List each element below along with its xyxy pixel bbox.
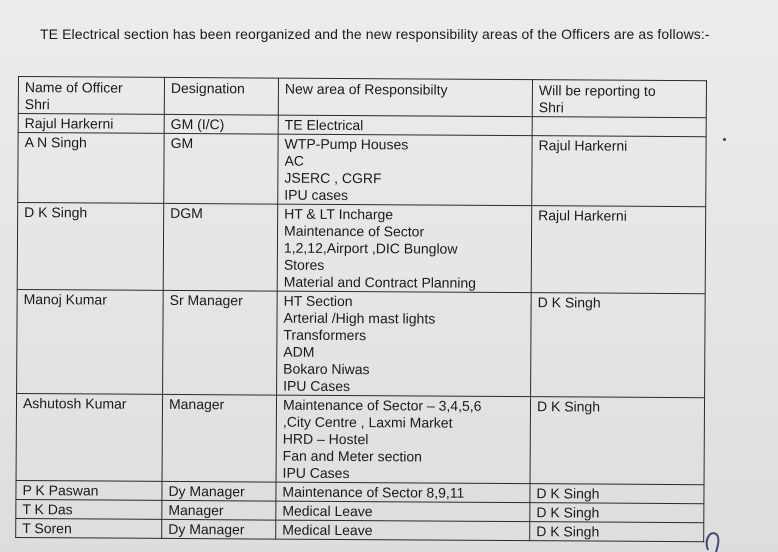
officer-designation: Dy Manager bbox=[162, 481, 276, 501]
header-designation: Designation bbox=[164, 77, 278, 115]
officer-name: T Soren bbox=[16, 518, 162, 538]
responsibility-line: Medical Leave bbox=[282, 502, 373, 520]
responsibility-line: Maintenance of Sector – 3,4,5,6 bbox=[282, 396, 482, 414]
table-row bbox=[18, 133, 706, 207]
responsibility-area bbox=[276, 520, 530, 541]
header-area: New area of Responsibilty bbox=[278, 78, 532, 117]
officer-designation: GM bbox=[164, 133, 278, 204]
ink-dot bbox=[723, 138, 726, 141]
officer-name: Manoj Kumar bbox=[17, 289, 164, 394]
responsibility-line: HT Section bbox=[283, 292, 353, 310]
reports-to: D K Singh bbox=[530, 484, 704, 504]
responsibility-line: Medical Leave bbox=[282, 521, 373, 539]
responsibility-area bbox=[278, 115, 532, 136]
responsibility-table bbox=[15, 76, 707, 542]
header-reporting: Will be reporting to Shri bbox=[532, 80, 706, 118]
responsibility-line: Material and Contract Planning bbox=[283, 273, 477, 291]
intro-text: TE Electrical section has been reorganized and the new responsibility areas of the Officers are as follows:- bbox=[40, 26, 710, 42]
officer-designation: GM (I/C) bbox=[164, 114, 278, 134]
responsibility-line: ,City Centre , Laxmi Market bbox=[282, 413, 453, 431]
officer-name: A N Singh bbox=[18, 133, 164, 204]
table-row bbox=[16, 518, 704, 541]
responsibility-line: Maintenance of Sector 8,9,11 bbox=[282, 483, 465, 501]
responsibility-line: IPU Cases bbox=[282, 464, 350, 482]
responsibility-area bbox=[276, 501, 530, 522]
responsibility-line: IPU cases bbox=[284, 186, 349, 204]
reports-to bbox=[532, 117, 706, 137]
officer-designation: Dy Manager bbox=[162, 519, 276, 539]
responsibility-line: Fan and Meter section bbox=[282, 447, 423, 465]
responsibility-area bbox=[278, 134, 532, 206]
responsibility-line: JSERC , CGRF bbox=[284, 169, 382, 187]
table-row bbox=[16, 393, 705, 484]
officer-designation: Manager bbox=[162, 394, 277, 482]
responsibility-line: ADM bbox=[283, 343, 315, 360]
reports-to: D K Singh bbox=[531, 293, 706, 398]
reports-to: Rajul Harkerni bbox=[531, 206, 706, 294]
pen-scribble bbox=[702, 526, 726, 552]
officer-designation: Manager bbox=[162, 500, 276, 520]
reports-to: D K Singh bbox=[530, 397, 705, 485]
table-row bbox=[17, 289, 706, 397]
responsibility-line: Bokaro Niwas bbox=[283, 360, 370, 378]
reports-to: D K Singh bbox=[530, 503, 704, 523]
reports-to: D K Singh bbox=[530, 522, 704, 542]
officer-name: Ashutosh Kumar bbox=[16, 393, 163, 481]
officer-name: P K Paswan bbox=[16, 480, 162, 500]
responsibility-line: WTP-Pump Houses bbox=[284, 135, 409, 153]
responsibility-line: Maintenance of Sector bbox=[284, 222, 425, 240]
officer-name: D K Singh bbox=[17, 203, 164, 291]
reports-to: Rajul Harkerni bbox=[532, 136, 706, 207]
responsibility-area bbox=[277, 204, 532, 293]
responsibility-line: AC bbox=[284, 152, 304, 169]
responsibility-line: Stores bbox=[283, 256, 325, 273]
responsibility-line: TE Electrical bbox=[284, 116, 364, 134]
table-row bbox=[17, 203, 706, 294]
responsibility-line: 1,2,12,Airport ,DIC Bunglow bbox=[283, 239, 458, 257]
table-header-row bbox=[18, 77, 706, 118]
responsibility-area bbox=[276, 395, 531, 484]
responsibility-line: HRD – Hostel bbox=[282, 430, 369, 448]
responsibility-area bbox=[277, 291, 532, 397]
responsibility-line: Transformers bbox=[283, 326, 367, 344]
responsibility-line: Arterial /High mast lights bbox=[283, 309, 436, 327]
responsibility-line: HT & LT Incharge bbox=[284, 205, 394, 223]
responsibility-line: IPU Cases bbox=[283, 377, 351, 395]
officer-designation: Sr Manager bbox=[163, 290, 278, 395]
officer-name: T K Das bbox=[16, 499, 162, 519]
officer-designation: DGM bbox=[163, 203, 278, 291]
officer-name: Rajul Harkerni bbox=[18, 114, 164, 134]
responsibility-area bbox=[276, 482, 530, 503]
header-name: Name of Officer Shri bbox=[18, 77, 164, 115]
